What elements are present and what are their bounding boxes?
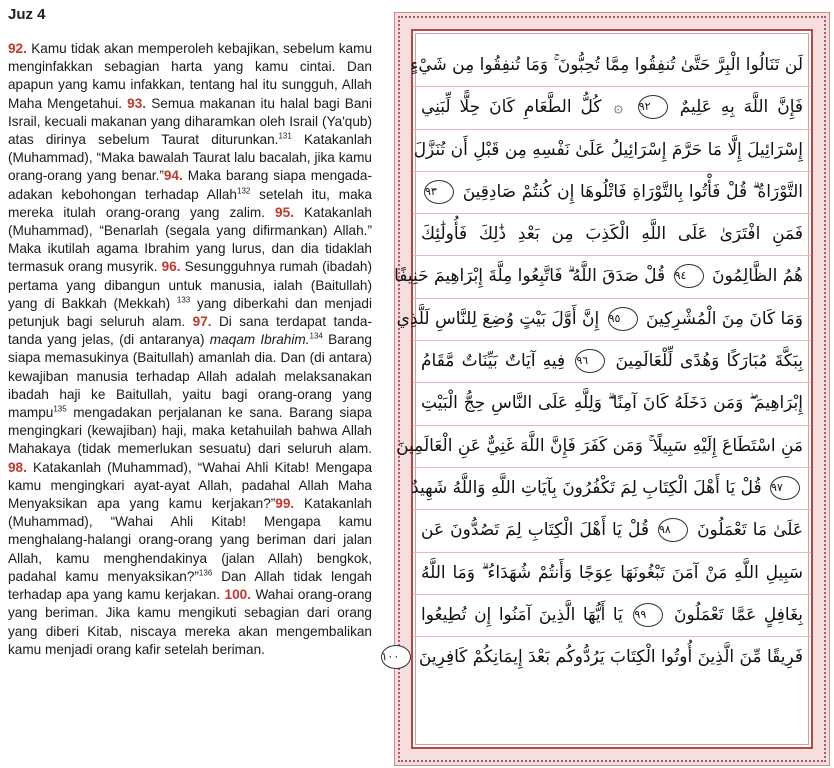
quran-text: مَنِ اسْتَطَاعَ إِلَيْهِ سَبِيلًا ۚ وَمَن كَفَرَ فَإِنَّ اللَّهَ غَنِيٌّ عَنِ الْعَالَمِينَ bbox=[396, 435, 803, 456]
quran-text: هُمُ الظَّالِمُونَ bbox=[712, 266, 803, 287]
quran-line bbox=[381, 637, 811, 679]
ayah-number-marker: ٩٥ bbox=[608, 307, 638, 331]
quran-text: فَإِنَّ اللَّهَ بِهِ عَلِيمٌ bbox=[679, 97, 803, 118]
verse-number: 99. bbox=[275, 496, 295, 512]
translation-segment: yang diberkahi dan menjadi petunjuk bagi seluruh alam. bbox=[8, 295, 372, 330]
quran-text: كُلُّ الطَّعَامِ كَانَ حِلًّا لِّبَنِي bbox=[421, 97, 602, 118]
footnote-marker: 134 bbox=[309, 331, 323, 341]
footnote-marker: 135 bbox=[53, 404, 67, 414]
italic-term: maqam Ibrahim. bbox=[209, 332, 310, 348]
quran-text: سَبِيلِ اللَّهِ مَنْ آمَنَ تَبْغُونَهَا عِوَجًا وَأَنتُمْ شُهَدَاءُ ۗ وَمَا اللَّهُ bbox=[421, 562, 803, 583]
translation-segment: Sesungguhnya rumah (ibadah) pertama yang dibangun untuk manusia, ialah (Baitullah) yang di Bakkah (Mekkah) bbox=[8, 259, 372, 311]
ayah-number-marker: ٩٤ bbox=[674, 264, 704, 288]
translation-segment: Maka barang siapa mengada-adakan kebohongan terhadap Allah bbox=[8, 168, 372, 202]
verse-number: 95. bbox=[275, 204, 294, 220]
quran-line bbox=[410, 45, 811, 87]
verse-number: 100. bbox=[224, 587, 251, 603]
quran-text: قُلْ يَا أَهْلَ الْكِتَابِ لِمَ تَصُدُّونَ عَن bbox=[421, 520, 649, 541]
juz-label: Juz 4 bbox=[8, 6, 46, 23]
footnote-marker: 132 bbox=[237, 186, 251, 196]
quran-line bbox=[413, 595, 811, 637]
quran-text: إِنَّ أَوَّلَ بَيْتٍ وُضِعَ لِلنَّاسِ لَلَّذِي bbox=[396, 308, 600, 329]
translation-segment: Dan Allah tidak lengah terhadap apa yang kamu kerjakan. bbox=[8, 568, 372, 603]
translation-segment: mengadakan perjalanan ke sana. Barang siapa mengingkari (kewajiban) haji, maka ketahuilah bahwa Allah Mahakaya (tidak memerlukan sesuatu) dari seluruh alam. bbox=[8, 405, 372, 457]
verse-number: 94. bbox=[163, 168, 183, 184]
quran-text: لَن تَنَالُوا الْبِرَّ حَتَّىٰ تُنفِقُوا مِمَّا تُحِبُّونَ ۚ وَمَا تُنفِقُوا مِن شَيْءٍ bbox=[410, 55, 803, 75]
translation-segment: Kamu tidak akan memperoleh kebajikan, sebelum kamu menginfakkan sebagian harta yang kamu cintai. Dan apapun yang kamu infakkan, tentang hal itu sungguh, Allah Maha Mengetahui. bbox=[8, 41, 372, 111]
quran-text-panel bbox=[381, 29, 813, 749]
ayah-number-marker: ١٠٠ bbox=[381, 645, 411, 669]
translation-segment: Wahai orang-orang yang beriman. Jika kamu mengikuti sebagian dari orang yang diberi Kitab, niscaya mereka akan mengembalikan kamu menjadi orang kafir setelah beriman. bbox=[8, 587, 372, 657]
quran-text: فِيهِ آيَاتٌ بَيِّنَاتٌ مَّقَامُ bbox=[421, 351, 566, 372]
translation-segment: Barang siapa memasukinya (Baitullah) amanlah dia. Dan (di antara) kewajiban manusia terhadap Allah adalah melaksanakan ibadah haji ke Baitullah, yaitu bagi orang-orang yang mampu bbox=[8, 332, 372, 421]
ayah-number-marker: ٩٣ bbox=[424, 180, 454, 204]
quran-line bbox=[413, 87, 811, 129]
verse-number: 93. bbox=[127, 95, 147, 111]
translation-text bbox=[8, 40, 372, 659]
quran-text: قُلْ يَا أَهْلَ الْكِتَابِ لِمَ تَكْفُرُونَ بِآيَاتِ اللَّهِ وَاللَّهُ شَهِيدٌ bbox=[411, 477, 762, 498]
translation-segment: Katakanlah (Muhammad), “Wahai Ahli Kitab! Mengapa kamu mengingkari ayat-ayat Allah, padahal Allah Maha Menyaksikan apa yang kamu kerjakan?” bbox=[8, 459, 372, 512]
quran-text: إِسْرَائِيلَ إِلَّا مَا حَرَّمَ إِسْرَائِيلُ عَلَىٰ نَفْسِهِ مِن قَبْلِ أَن تُنَزَّلَ bbox=[413, 139, 803, 160]
quran-line bbox=[413, 510, 811, 552]
translation-segment: Semua makanan itu halal bagi Bani Israil, kecuali makanan yang diharamkan oleh Israil (Ya'qub) atas dirinya sebelum Taurat diturunkan. bbox=[8, 95, 372, 148]
quran-page-frame bbox=[381, 12, 830, 766]
quran-line bbox=[413, 130, 811, 172]
quran-text: فَرِيقًا مِّنَ الَّذِينَ أُوتُوا الْكِتَابَ يَرُدُّوكُم بَعْدَ إِيمَانِكُمْ كَافِرِينَ bbox=[418, 647, 803, 668]
ayah-number-marker: ٩٧ bbox=[770, 476, 800, 500]
quran-lines bbox=[381, 45, 811, 735]
quran-line bbox=[396, 426, 811, 468]
quran-line bbox=[413, 383, 811, 425]
ayah-number-marker: ٩٢ bbox=[638, 95, 668, 119]
quran-text: إِبْرَاهِيمَ ۖ وَمَن دَخَلَهُ كَانَ آمِنًا ۗ وَلِلَّهِ عَلَى النَّاسِ حِجُّ الْبَيْتِ bbox=[421, 393, 803, 414]
quran-line bbox=[413, 214, 811, 256]
quran-line bbox=[413, 553, 811, 595]
translation-segment: Katakanlah (Muhammad), “Maka bawalah Taurat lalu bacalah, jika kamu orang-orang yang benar.” bbox=[8, 132, 372, 184]
verse-number: 97. bbox=[192, 314, 212, 330]
quran-text: بِبَكَّةَ مُبَارَكًا وَهُدًى لِّلْعَالَمِينَ bbox=[615, 351, 803, 372]
quran-text: وَمَا كَانَ مِنَ الْمُشْرِكِينَ bbox=[646, 308, 803, 329]
translation-segment: Di sana terdapat tanda-tanda yang jelas, (di antaranya) bbox=[8, 314, 372, 348]
translation-segment: Katakanlah (Muhammad), “Wahai Ahli Kitab! Mengapa kamu menghalang-halangi orang-orang yang beriman dari jalan Allah, kamu menghendakinya (jalan Allah) bengkok, padahal kamu menyaksikan?” bbox=[8, 496, 372, 584]
quran-text: قُلْ صَدَقَ اللَّهُ ۗ فَاتَّبِعُوا مِلَّةَ إِبْرَاهِيمَ حَنِيفًا bbox=[394, 266, 666, 287]
ayah-number-marker: ٩٩ bbox=[633, 603, 663, 627]
quran-line bbox=[394, 256, 811, 298]
quran-line bbox=[396, 299, 811, 341]
quran-text: التَّوْرَاةُ ۗ قُلْ فَأْتُوا بِالتَّوْرَاةِ فَاتْلُوهَا إِن كُنتُمْ صَادِقِينَ bbox=[462, 181, 804, 202]
quran-text: فَمَنِ افْتَرَىٰ عَلَى اللَّهِ الْكَذِبَ مِن بَعْدِ ذَٰلِكَ فَأُولَٰئِكَ bbox=[421, 224, 803, 245]
footnote-marker: 133 bbox=[176, 295, 191, 305]
quran-line bbox=[413, 341, 811, 383]
footnote-marker: 131 bbox=[278, 131, 292, 141]
footnote-marker: 136 bbox=[198, 568, 213, 578]
verse-number: 92. bbox=[8, 41, 27, 56]
quran-text: عَلَىٰ مَا تَعْمَلُونَ bbox=[697, 520, 804, 541]
ayah-number-marker: ٩٨ bbox=[658, 518, 688, 542]
verse-number: 98. bbox=[8, 459, 27, 475]
translation-segment: Katakanlah (Muhammad), “Benarlah (segala yang difirmankan) Allah.” Maka ikutilah agama Ibrahim yang lurus, dan dia tidaklah termasuk orang musyrik. bbox=[8, 204, 372, 275]
ayah-number-marker: ٩٦ bbox=[575, 349, 605, 373]
translation-segment: setelah itu, maka mereka itulah orang-orang yang zalim. bbox=[8, 186, 372, 220]
quran-line bbox=[413, 468, 811, 510]
verse-number: 96. bbox=[161, 259, 181, 275]
rub-el-hizb-icon: ۞ bbox=[613, 97, 623, 117]
quran-line bbox=[413, 172, 811, 214]
quran-text: يَا أَيُّهَا الَّذِينَ آمَنُوا إِن تُطِيعُوا bbox=[421, 604, 623, 625]
quran-text: بِغَافِلٍ عَمَّا تَعْمَلُونَ bbox=[673, 604, 803, 625]
